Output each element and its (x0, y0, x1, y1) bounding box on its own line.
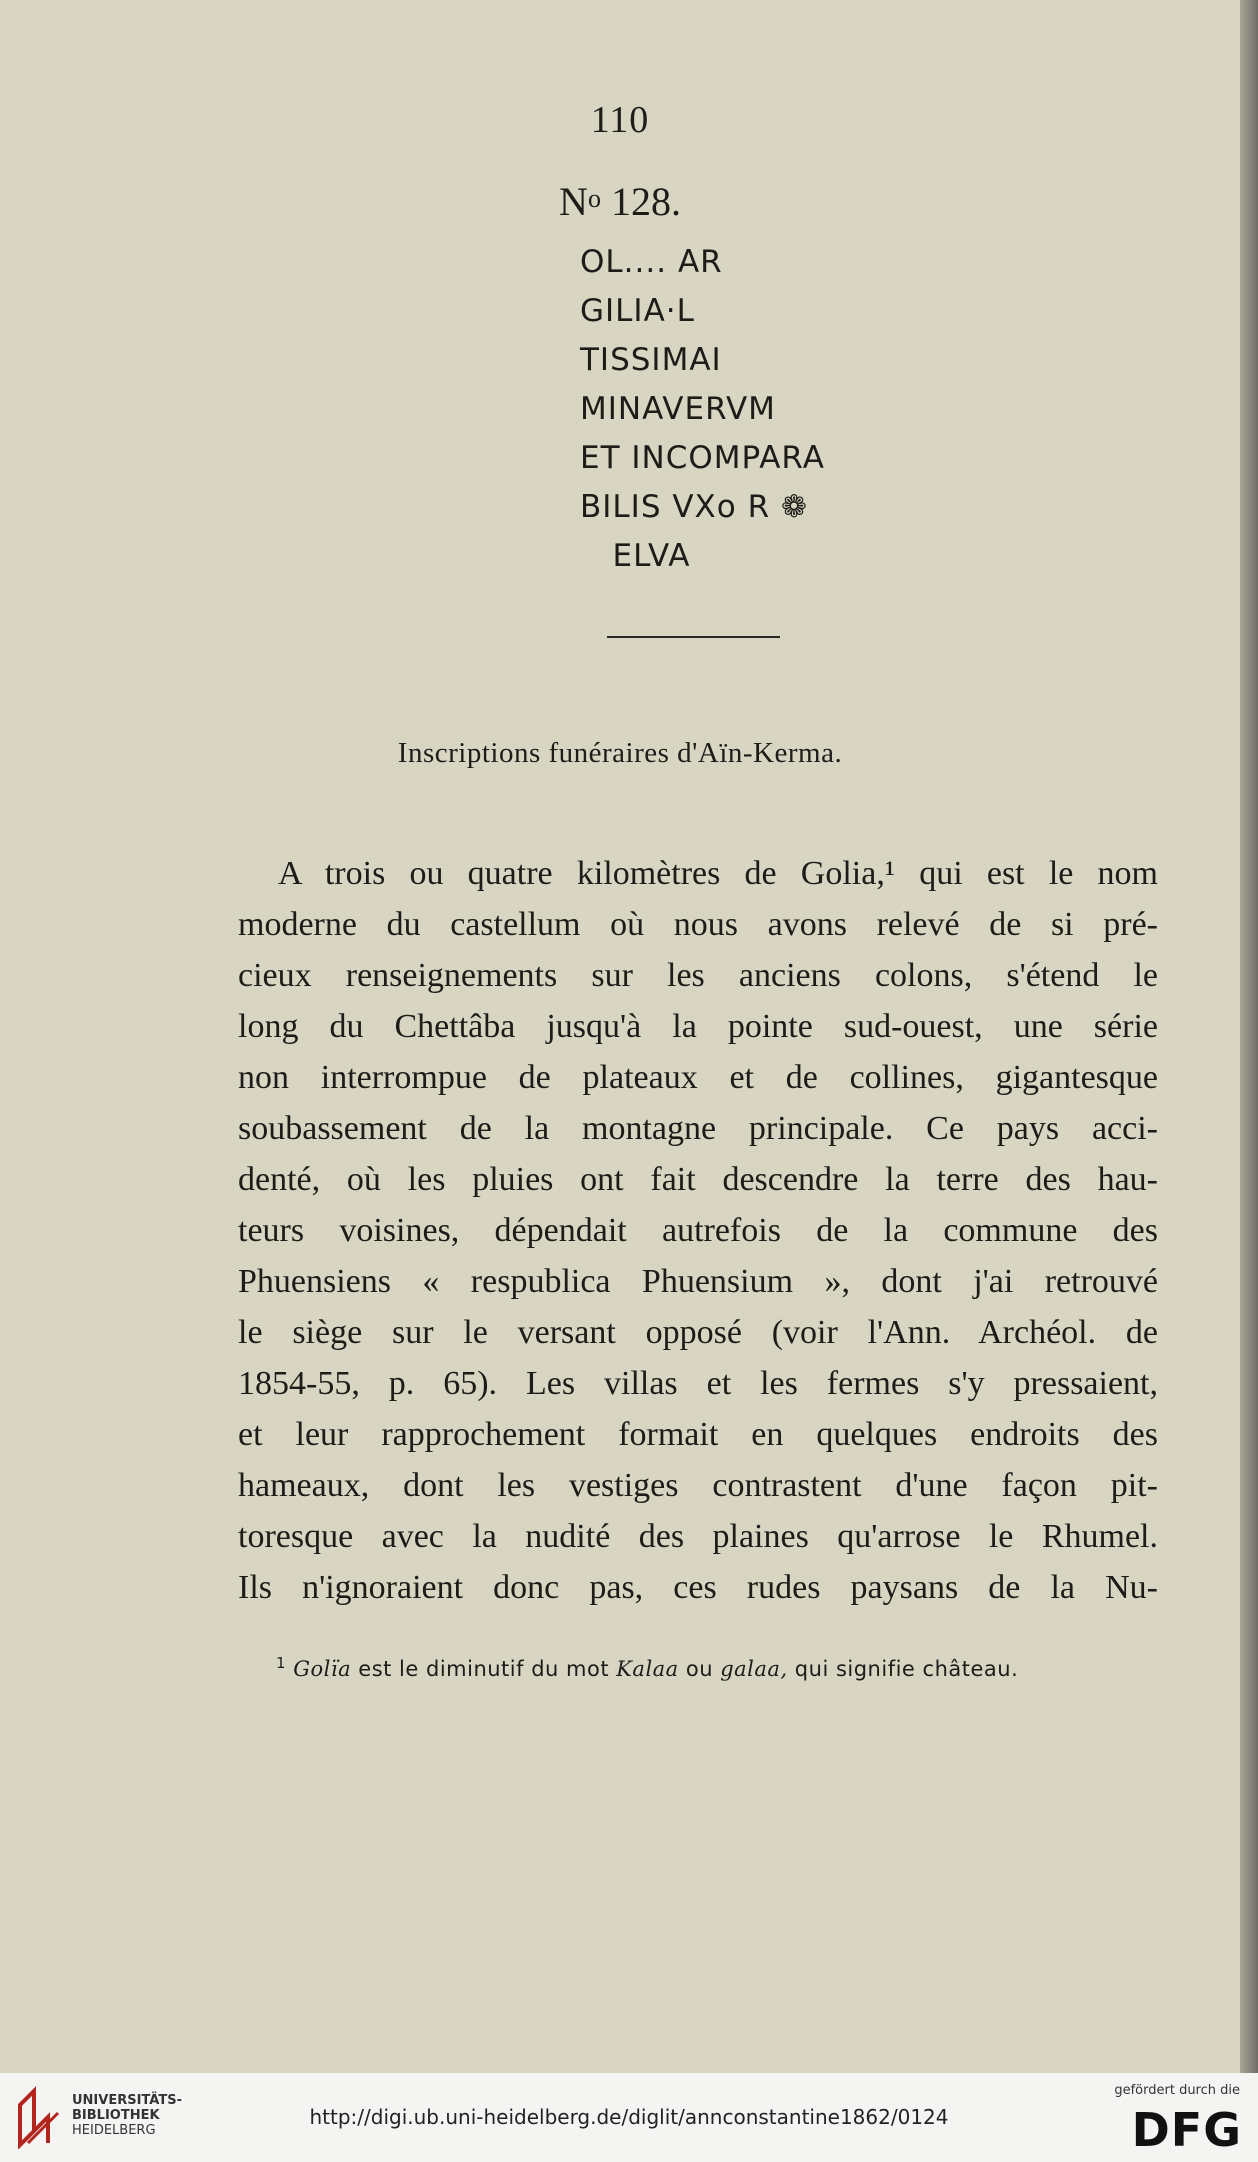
library-name-line: BIBLIOTHEK (72, 2108, 160, 2123)
body-line: et leur rapprochement formait en quelques endroits des (238, 1416, 1158, 1453)
inscription-line: ELVA (580, 538, 691, 574)
body-line: 1854-55, p. 65). Les villas et les fermes s'y pressaient, (238, 1365, 1158, 1402)
body-line: hameaux, dont les vestiges contrastent d'une façon pit- (238, 1467, 1158, 1504)
inscription-line: OL.... AR (580, 244, 723, 280)
footnote-marker: 1 (276, 1654, 287, 1672)
body-line: non interrompue de plateaux et de collines, gigantesque (238, 1059, 1158, 1096)
library-name-line: UNIVERSITÄTS- (72, 2093, 182, 2108)
inscription-number (0, 178, 1240, 225)
footnote-word: Kalaa (616, 1657, 679, 1681)
inscription-line: TISSIMAI (580, 342, 722, 378)
footnote-text: qui signifie château. (787, 1657, 1019, 1681)
body-line: denté, où les pluies ont fait descendre la terre des hau- (238, 1161, 1158, 1198)
page-edge (1240, 0, 1258, 2073)
body-line: soubassement de la montagne principale. Ce pays acci- (238, 1110, 1158, 1147)
body-line: le siège sur le versant opposé (voir l'Ann. Archéol. de (238, 1314, 1158, 1351)
footnote-word: Golïa (293, 1657, 352, 1681)
dfg-logo[interactable]: DFG (1131, 2103, 1242, 2157)
inscription-number-value: 128. (600, 179, 681, 224)
footnote-text: ou (678, 1657, 721, 1681)
body-line: long du Chettâba jusqu'à la pointe sud-ouest, une série (238, 1008, 1158, 1045)
inscription-text (580, 238, 880, 581)
body-line: moderne du castellum où nous avons relevé de si pré- (238, 906, 1158, 943)
inscription-number-sup: o (587, 184, 601, 213)
inscription-line: BILIS VXo R ❁ (580, 489, 808, 525)
document-url-link[interactable]: http://digi.ub.uni-heidelberg.de/diglit/annconstantine1862/0124 (309, 2105, 949, 2129)
footnote-word: galaa, (720, 1657, 788, 1681)
library-name-line: HEIDELBERG (72, 2123, 156, 2138)
inscription-line: ET INCOMPARA (580, 440, 825, 476)
body-line: teurs voisines, dépendait autrefois de la commune des (238, 1212, 1158, 1249)
inscription-line: GILIA·L (580, 293, 695, 329)
page-number: 110 (590, 99, 650, 141)
body-line: cieux renseignements sur les anciens colons, s'étend le (238, 957, 1158, 994)
section-title: Inscriptions funéraires d'Aïn-Kerma. (397, 737, 843, 769)
footer-bar (0, 2073, 1258, 2162)
inscription-line: MINAVERVM (580, 391, 776, 427)
body-line: toresque avec la nudité des plaines qu'arrose le Rhumel. (238, 1518, 1158, 1555)
inscription-number-label: N (559, 179, 588, 224)
footnote-text: est le diminutif du mot (351, 1657, 617, 1681)
funding-text: gefördert durch die (1114, 2083, 1240, 2098)
body-paragraph (238, 848, 1158, 1613)
section-divider (607, 636, 780, 638)
footnote (276, 1654, 1166, 1681)
body-line: A trois ou quatre kilomètres de Golia,¹ qui est le nom (278, 855, 1158, 892)
body-line: Ils n'ignoraient donc pas, ces rudes paysans de la Nu- (238, 1569, 1158, 1606)
body-line: Phuensiens « respublica Phuensium », dont j'ai retrouvé (238, 1263, 1158, 1300)
